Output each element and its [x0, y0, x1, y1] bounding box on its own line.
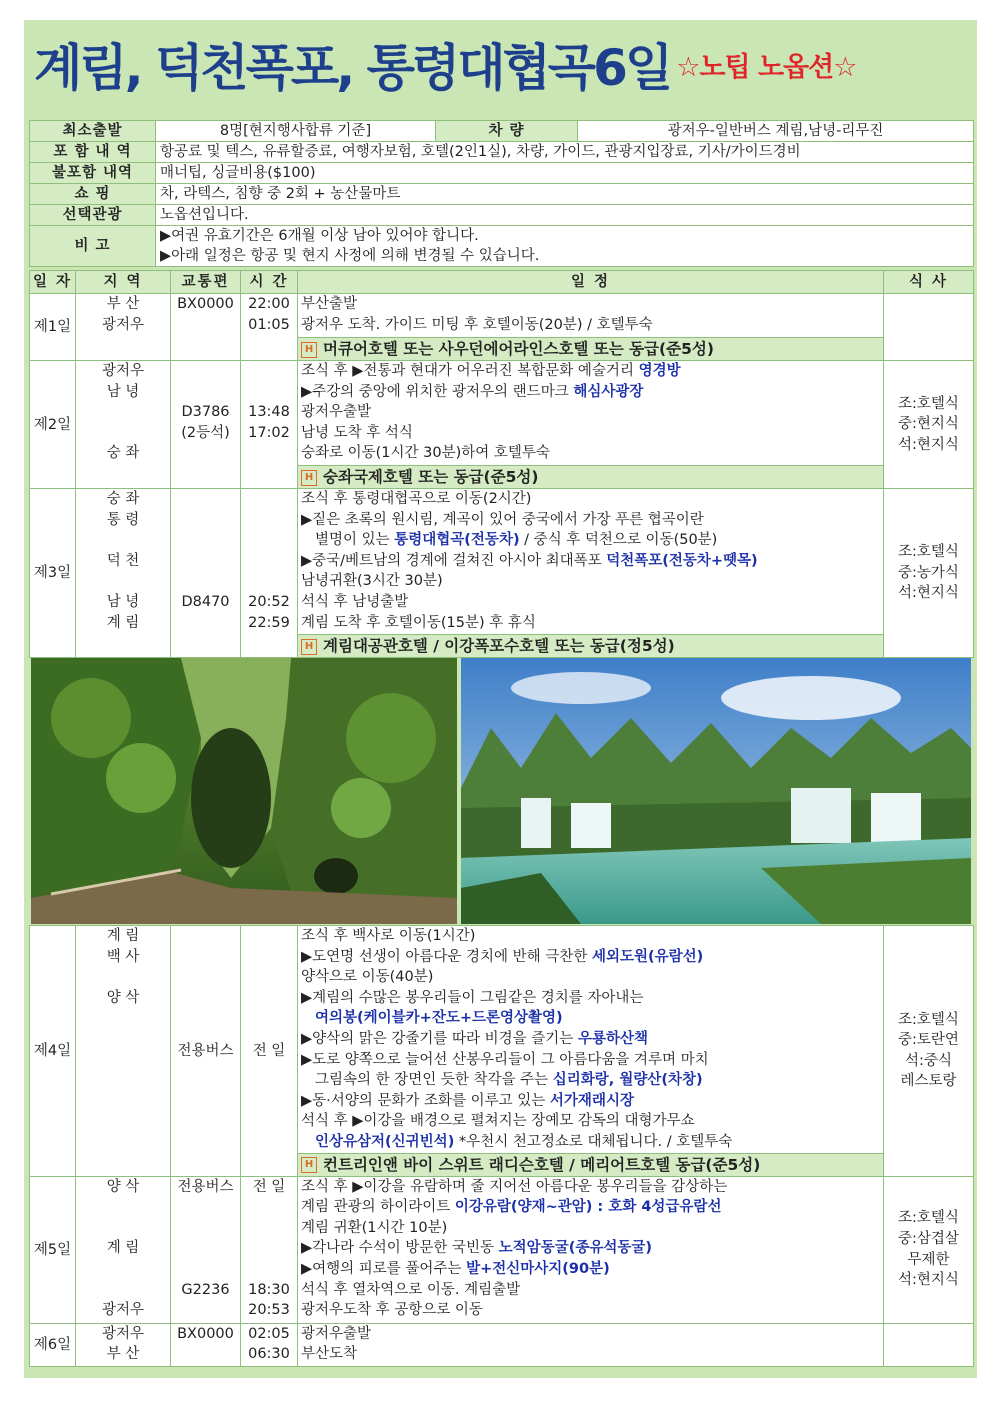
day-regions [76, 926, 171, 1177]
meal: 석:현지식 [898, 1272, 959, 1289]
highlight: 발+전신마사지(90분) [466, 1260, 610, 1277]
day-times [241, 489, 298, 658]
photo-strip [31, 658, 971, 924]
region: 계 림 [106, 928, 140, 944]
header-meal: 식 사 [884, 271, 974, 294]
schedule-line: ▶계림의 수많은 봉우리들이 그림같은 경치를 자아내는 [301, 989, 644, 1006]
hotel-cell [298, 466, 884, 489]
time: 18:30 [248, 1281, 290, 1298]
day-times [241, 1323, 298, 1366]
transport: BX0000 [177, 296, 234, 312]
day-label: 제6일 [30, 1323, 76, 1366]
region: 광저우 [101, 363, 145, 379]
day-transport [171, 361, 241, 489]
region: 광저우 [101, 1302, 145, 1319]
page-subtitle: ☆노팁 노옵션☆ [676, 51, 857, 83]
time: 06:30 [248, 1346, 290, 1363]
info-row-opt [30, 205, 974, 226]
schedule-line: 계림 도착 후 호텔이동(15분) 후 휴식 [301, 614, 536, 631]
region: 계 림 [106, 614, 140, 631]
day-times: 전 일 [241, 926, 298, 1177]
region: 남 녕 [106, 593, 140, 610]
info-row-excl [30, 163, 974, 184]
schedule-line: 남녕귀환(3시간 30분) [301, 573, 443, 590]
transport: D3786 [181, 404, 230, 421]
region: 숭 좌 [106, 491, 140, 507]
schedule-line [301, 1008, 880, 1029]
info-row-min [30, 121, 974, 142]
meal: 석:현지식 [898, 436, 959, 453]
highlight: 우룡하산책 [577, 1030, 648, 1047]
time: 01:05 [248, 316, 290, 333]
hotel-name: 컨트리인앤 바이 스위트 래디슨호텔 / 메리어트호텔 동급(준5성) [323, 1155, 761, 1174]
day-schedule [298, 294, 884, 338]
green-canyon-photo [31, 658, 457, 924]
schedule-line: 부산도착 [301, 1346, 358, 1363]
day-regions [76, 361, 171, 489]
day-meals [884, 926, 974, 1177]
region: 양 삭 [106, 989, 140, 1006]
schedule-line: 계림 관광의 하이라이트 이강유람(양재~관암) : 호화 4성급유람선 [301, 1199, 722, 1216]
schedule-header [30, 271, 974, 294]
day-regions [76, 1323, 171, 1366]
info-row-shop [30, 184, 974, 205]
schedule-line: 조식 후 백사로 이동(1시간) [301, 928, 476, 944]
meal: 중:농가식 [898, 564, 959, 581]
hotel-cell [298, 1153, 884, 1176]
schedule-line: 인상유삼저(신귀빈석) *우천시 천고정쇼로 대체됩니다. / 호텔투숙 [315, 1133, 733, 1150]
time: 22:00 [248, 296, 290, 312]
region: 통 령 [106, 511, 140, 528]
meal: 중:현지식 [898, 416, 959, 433]
time: 02:05 [248, 1325, 290, 1342]
info-value: 항공료 및 텍스, 유류할증료, 여행자보험, 호텔(2인1실), 차량, 가이드, 관광지입장료, 기사/가이드경비 [156, 142, 974, 163]
schedule-line: ▶짙은 초록의 원시림, 계곡이 있어 중국에서 가장 푸른 협곡이란 [301, 511, 704, 528]
day-regions [76, 489, 171, 658]
title-band [24, 20, 977, 108]
info-value: 8명[현지행사합류 기준] [156, 121, 436, 142]
hotel-name: 계림대공관호텔 / 이강폭포수호텔 또는 동급(정5성) [323, 637, 675, 655]
schedule-line: ▶도연명 선생이 아름다운 경치에 반해 극찬한 세외도원(유람선) [301, 948, 704, 965]
canyon-picture [31, 658, 457, 924]
meal: 석:중식 [905, 1052, 952, 1069]
page-title: 계림, 덕천폭포, 통령대협곡6일 [34, 39, 671, 97]
schedule-line: 계림 귀환(1시간 10분) [301, 1219, 448, 1236]
day-regions [76, 294, 171, 361]
day-meals [884, 361, 974, 489]
meal: 조:호텔식 [898, 544, 959, 561]
highlight: 인상유삼저(신귀빈석) [315, 1133, 455, 1150]
meal: 석:현지식 [898, 585, 959, 602]
transport: (2등석) [181, 424, 230, 441]
note-line: ▶아래 일정은 항공 및 현지 사정에 의해 변경될 수 있습니다. [160, 248, 540, 264]
info-label: 선택관광 [30, 205, 156, 226]
schedule-table-bottom [29, 925, 974, 1367]
header-schedule: 일 정 [298, 271, 884, 294]
highlight: 덕천폭포(전동차+뗏목) [606, 552, 758, 569]
hotel-icon: H [301, 470, 317, 486]
time: 22:59 [248, 614, 290, 631]
schedule-line: ▶중국/베트남의 경계에 걸쳐진 아시아 최대폭포 덕천폭포(전동차+뗏목) [301, 552, 758, 569]
time: 17:02 [248, 424, 290, 441]
highlight: 서가재래시장 [549, 1092, 634, 1109]
day-regions [76, 1176, 171, 1323]
meal: 무제한 [907, 1251, 950, 1268]
highlight: 십리화랑, 월량산(차창) [552, 1072, 703, 1089]
day-label: 제5일 [30, 1176, 76, 1323]
hotel-name: 머큐어호텔 또는 사우던에어라인스호텔 또는 동급(준5성) [323, 340, 714, 358]
day-transport [171, 1176, 241, 1323]
day-transport [171, 1323, 241, 1366]
schedule-line: ▶각나라 수석이 방문한 국빈동 노적암동굴(종유석동굴) [301, 1240, 652, 1257]
day-times [241, 361, 298, 489]
region: 백 사 [106, 948, 140, 965]
day-meals [884, 294, 974, 361]
info-value: 매너팁, 싱글비용($100) [156, 163, 974, 184]
header-date: 일 자 [30, 271, 76, 294]
schedule-line: 조식 후 ▶전통과 현대가 어우러진 복합문화 예술거리 영경방 [301, 363, 681, 379]
schedule-table-top [29, 270, 974, 658]
meal: 조:호텔식 [898, 1210, 959, 1227]
time: 20:52 [248, 593, 290, 610]
region: 부 산 [106, 296, 140, 312]
day-label: 제4일 [30, 926, 76, 1177]
day-row [30, 294, 974, 338]
time: 전 일 [252, 1178, 286, 1195]
schedule-line: 광저우출발 [301, 1325, 372, 1342]
schedule-line: 광저우출발 [301, 404, 372, 421]
hotel-name: 숭좌국제호텔 또는 동급(준5성) [323, 468, 539, 486]
info-row-incl [30, 142, 974, 163]
highlight: 여의봉(케이블카+잔도+드론영상촬영) [315, 1010, 563, 1027]
info-label: 포 함 내 역 [30, 142, 156, 163]
schedule-line: 남녕 도착 후 석식 [301, 424, 413, 441]
schedule-line: 석식 후 ▶이강을 배경으로 펼쳐지는 장예모 감독의 대형가무쇼 [301, 1113, 695, 1130]
day-row [30, 926, 974, 1154]
region: 광저우 [101, 1325, 145, 1342]
hotel-cell [298, 635, 884, 658]
meal: 조:호텔식 [898, 395, 959, 412]
day-row [30, 489, 974, 635]
meal: 중:삼겹살 [898, 1230, 959, 1247]
info-table [29, 120, 974, 267]
schedule-line: 그림속의 한 장면인 듯한 착각을 주는 십리화랑, 월량산(차창) [315, 1072, 703, 1089]
transport: 전용버스 [177, 1178, 234, 1195]
hotel-icon: H [301, 1157, 317, 1173]
day-times [241, 1176, 298, 1323]
waterfall-photo [461, 658, 971, 924]
schedule-line: 부산출발 [301, 296, 358, 312]
header-time: 시 간 [241, 271, 298, 294]
day-row [30, 361, 974, 466]
note-line: ▶여권 유효기간은 6개월 이상 남아 있어야 합니다. [160, 228, 479, 244]
schedule-line: 광저우 도착. 가이드 미팅 후 호텔이동(20분) / 호텔투숙 [301, 316, 653, 333]
meal: 중:토란연 [898, 1032, 959, 1049]
info-value: 차, 라텍스, 침향 중 2회 + 농산물마트 [156, 184, 974, 205]
schedule-line: 조식 후 ▶이강을 유람하며 줄 지어선 아름다운 봉우리들을 감상하는 [301, 1178, 728, 1195]
day-schedule [298, 1176, 884, 1323]
highlight: 노적암동굴(종유석동굴) [498, 1240, 652, 1257]
schedule-line: 숭좌로 이동(1시간 30분)하여 호텔투숙 [301, 445, 550, 462]
region: 덕 천 [106, 552, 140, 569]
schedule-line: 석식 후 남녕출발 [301, 593, 409, 610]
schedule-line: ▶동·서양의 문화가 조화를 이루고 있는 서가재래시장 [301, 1092, 634, 1109]
schedule-line: 양삭으로 이동(40분) [301, 969, 434, 986]
day-transport [171, 489, 241, 658]
day-row [30, 1323, 974, 1366]
schedule-line: ▶양삭의 맑은 강줄기를 따라 비경을 즐기는 우룡하산책 [301, 1030, 648, 1047]
schedule-line: 별명이 있는 통령대협곡(전동차) / 중식 후 덕천으로 이동(50분) [315, 532, 718, 549]
schedule-line: ▶주강의 중앙에 위치한 광저우의 랜드마크 해심사광장 [301, 383, 644, 400]
time: 20:53 [248, 1302, 290, 1319]
highlight: 해심사광장 [573, 383, 644, 400]
region: 남 녕 [106, 383, 140, 400]
highlight: 세외도원(유람선) [591, 948, 704, 965]
schedule-line: ▶여행의 피로를 풀어주는 발+전신마사지(90분) [301, 1260, 610, 1277]
region: 숭 좌 [106, 445, 140, 462]
day-label: 제3일 [30, 489, 76, 658]
info-label: 불포함 내역 [30, 163, 156, 184]
day-schedule [298, 1323, 884, 1366]
schedule-line: 조식 후 통령대협곡으로 이동(2시간) [301, 491, 532, 507]
day-label: 제2일 [30, 361, 76, 489]
region: 부 산 [106, 1346, 140, 1363]
transport: D8470 [181, 593, 230, 610]
header-region: 지 역 [76, 271, 171, 294]
day-row [30, 1176, 974, 1323]
day-schedule [298, 361, 884, 466]
info-label: 비 고 [30, 226, 156, 267]
info-value: 광저우-일반버스 계림,남녕-리무진 [578, 121, 974, 142]
waterfall-picture [461, 658, 971, 924]
day-meals [884, 1176, 974, 1323]
day-meals [884, 489, 974, 658]
highlight: 통령대협곡(전동차) [394, 532, 520, 549]
day-schedule [298, 489, 884, 635]
transport: G2236 [181, 1281, 230, 1298]
highlight: 이강유람(양재~관암) : 호화 4성급유람선 [454, 1199, 722, 1216]
schedule-line: 광저우도착 후 공항으로 이동 [301, 1302, 483, 1319]
info-label: 쇼 핑 [30, 184, 156, 205]
day-schedule [298, 926, 884, 1154]
hotel-icon: H [301, 639, 317, 655]
schedule-line: 석식 후 열차역으로 이동. 계림출발 [301, 1281, 521, 1298]
day-transport [171, 294, 241, 361]
schedule-line: ▶도로 양쪽으로 늘어선 산봉우리들이 그 아름다움을 겨루며 마치 [301, 1051, 709, 1068]
transport: BX0000 [177, 1325, 234, 1342]
info-label: 최소출발 [30, 121, 156, 142]
day-meals [884, 1323, 974, 1366]
time: 13:48 [248, 404, 290, 421]
highlight: 영경방 [638, 363, 681, 379]
region: 광저우 [101, 316, 145, 333]
day-times [241, 294, 298, 361]
day-transport: 전용버스 [171, 926, 241, 1177]
info-value: 노옵션입니다. [156, 205, 974, 226]
header-transport: 교통편 [171, 271, 241, 294]
day-label: 제1일 [30, 294, 76, 361]
hotel-icon: H [301, 342, 317, 358]
info-label: 차 량 [436, 121, 578, 142]
hotel-cell [298, 338, 884, 361]
meal: 조:호텔식 [898, 1011, 959, 1028]
info-row-note [30, 226, 974, 267]
region: 양 삭 [106, 1178, 140, 1195]
region: 계 림 [106, 1240, 140, 1257]
info-value [156, 226, 974, 267]
meal: 레스토랑 [900, 1073, 957, 1090]
